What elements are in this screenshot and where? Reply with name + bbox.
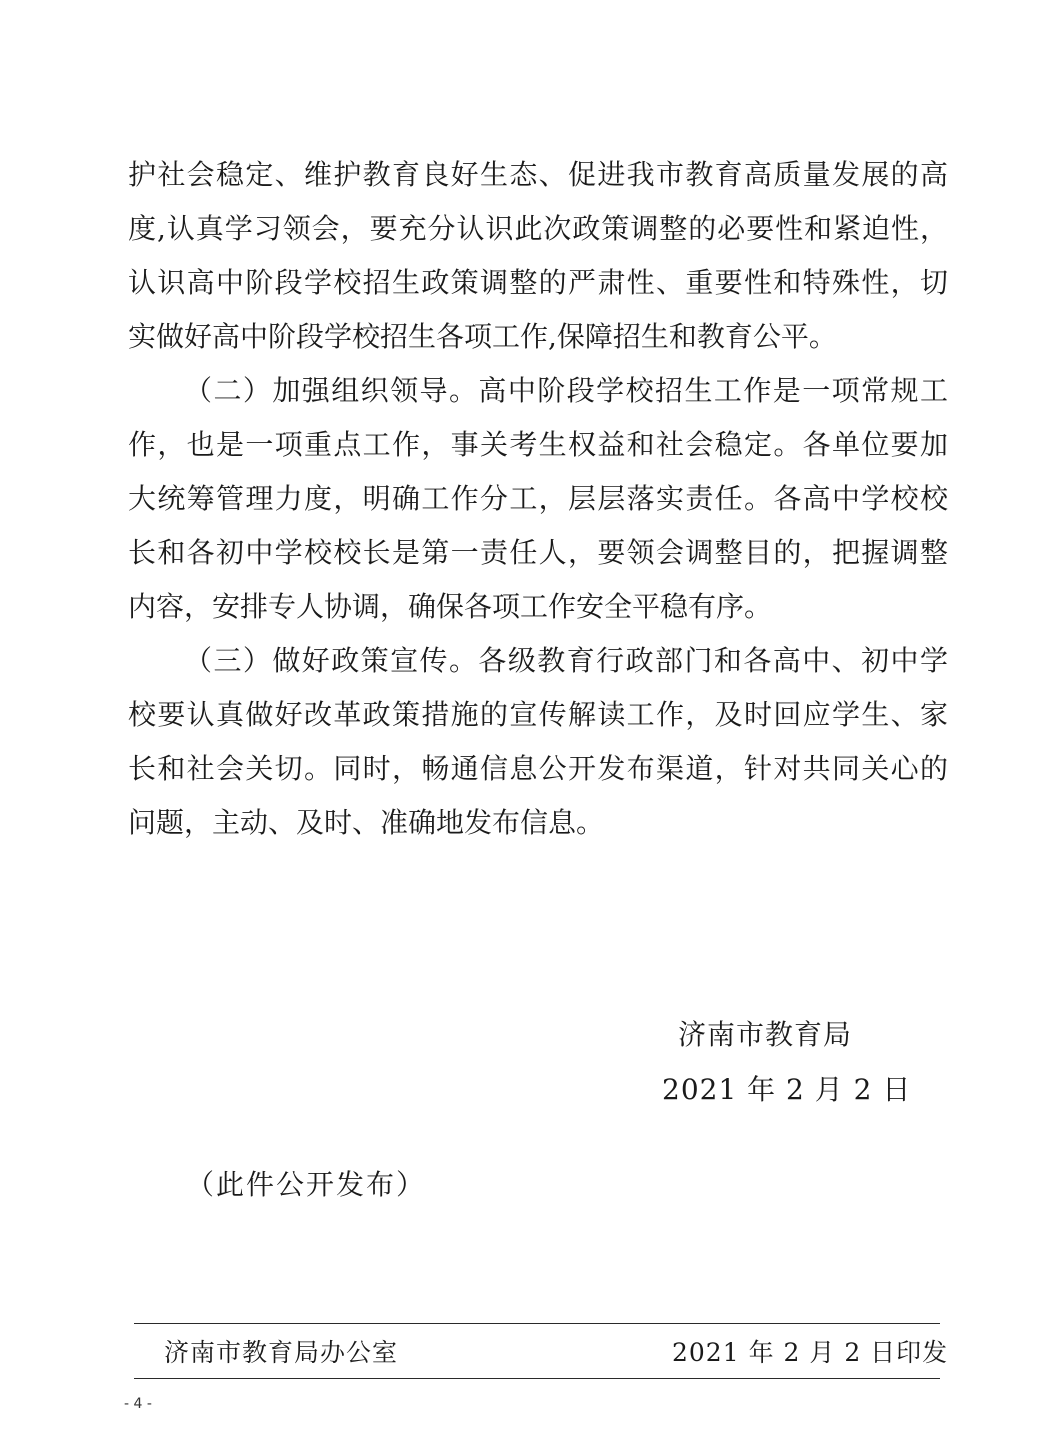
- paragraph-1-line-4: 实做好高中阶段学校招生各项工作,保障招生和教育公平。: [128, 320, 837, 353]
- footer-issuing-office: 济南市教育局办公室: [164, 1338, 399, 1367]
- public-release-note: （此件公开发布）: [186, 1168, 427, 1201]
- paragraph-3-line-2: 校要认真做好改革政策措施的宣传解读工作，及时回应学生、家: [128, 698, 948, 731]
- footer-bottom-rule: [134, 1378, 940, 1379]
- paragraph-2-line-4: 长和各初中学校校长是第一责任人，要领会调整目的，把握调整: [128, 536, 948, 569]
- paragraph-3-line-1: （三）做好政策宣传。各级教育行政部门和各高中、初中学: [184, 644, 948, 677]
- page-number: - 4 -: [124, 1396, 152, 1412]
- paragraph-3-line-4: 问题，主动、及时、准确地发布信息。: [128, 806, 605, 839]
- paragraph-1-line-1: 护社会稳定、维护教育良好生态、促进我市教育高质量发展的高: [128, 158, 948, 191]
- paragraph-1-line-3: 认识高中阶段学校招生政策调整的严肃性、重要性和特殊性，切: [128, 266, 948, 299]
- document-body: [128, 148, 948, 850]
- paragraph-2-line-3: 大统筹管理力度，明确工作分工，层层落实责任。各高中学校校: [128, 482, 948, 515]
- footer-issue-date: 2021 年 2 月 2 日印发: [672, 1338, 949, 1367]
- signature-date: 2021 年 2 月 2 日: [662, 1073, 912, 1106]
- paragraph-2-line-1: （二）加强组织领导。高中阶段学校招生工作是一项常规工: [184, 374, 948, 407]
- paragraph-2-line-5: 内容，安排专人协调，确保各项工作安全平稳有序。: [128, 590, 773, 623]
- paragraph-1-line-2: 度,认真学习领会，要充分认识此次政策调整的必要性和紧迫性，: [128, 212, 948, 245]
- signature-organization: 济南市教育局: [678, 1018, 853, 1051]
- footer-top-rule: [134, 1323, 940, 1324]
- paragraph-2-line-2: 作，也是一项重点工作，事关考生权益和社会稳定。各单位要加: [128, 428, 948, 461]
- paragraph-3-line-3: 长和社会关切。同时，畅通信息公开发布渠道，针对共同关心的: [128, 752, 948, 785]
